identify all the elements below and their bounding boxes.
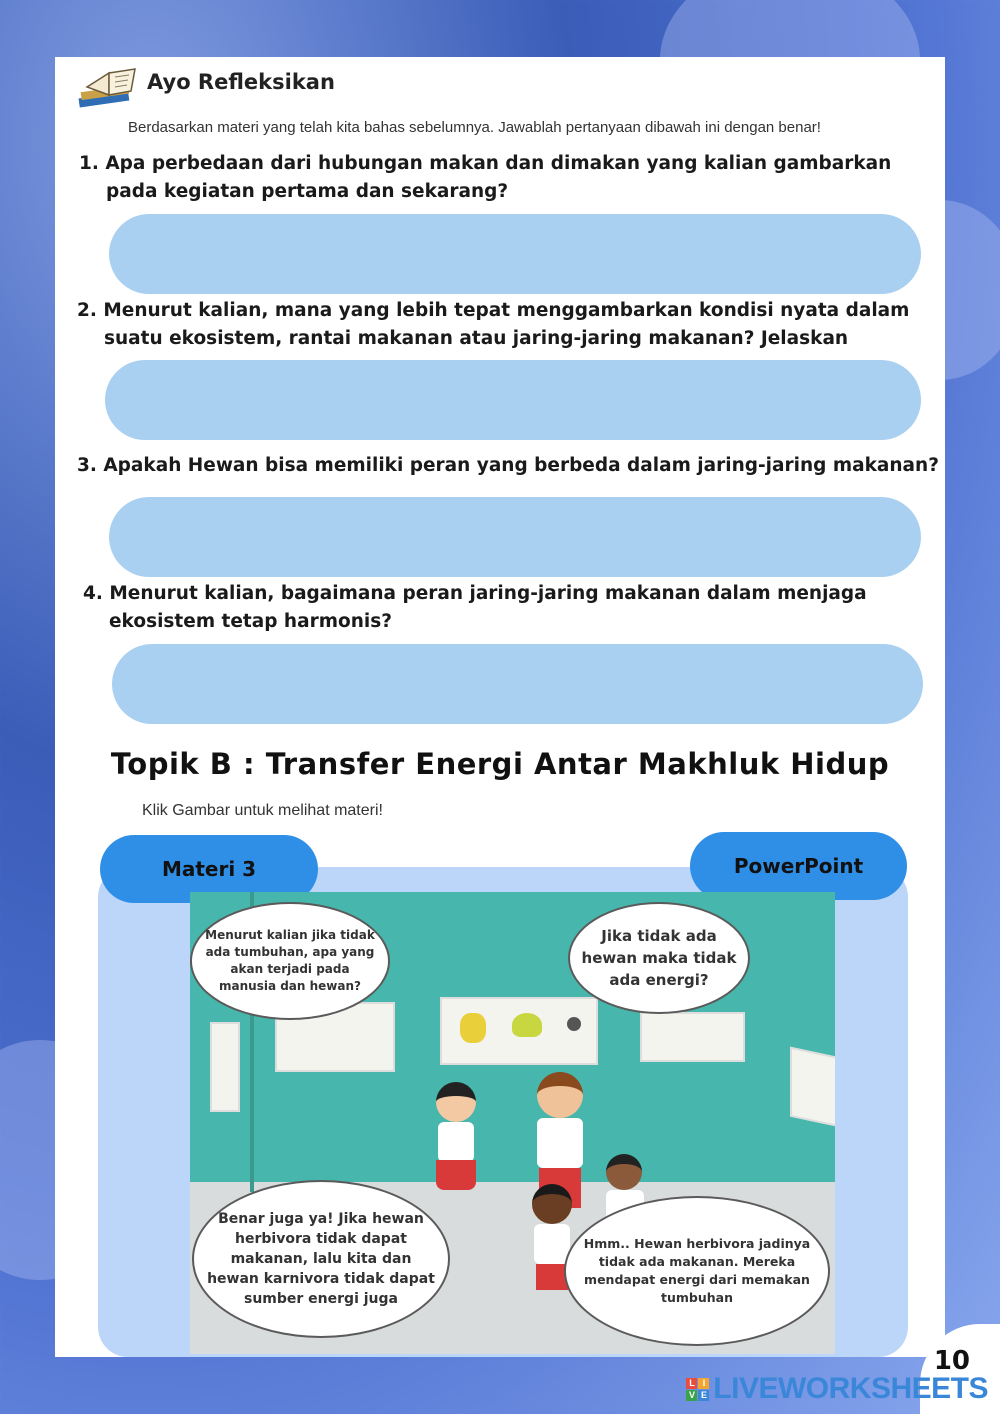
question-4 <box>83 580 867 636</box>
question-text: Apakah Hewan bisa memiliki peran yang berbeda dalam jaring-jaring makanan? <box>103 455 939 476</box>
question-number: 3. <box>77 455 97 476</box>
question-text: Apa perbedaan dari hubungan makan dan dimakan yang kalian gambarkan <box>105 153 892 174</box>
flower-icon <box>460 1013 486 1043</box>
worksheet-page <box>55 57 945 1357</box>
question-text: Menurut kalian, mana yang lebih tepat menggambarkan kondisi nyata dalam <box>103 300 910 321</box>
poster <box>440 997 598 1065</box>
lesson-illustration[interactable] <box>190 892 835 1354</box>
answer-field-4[interactable] <box>112 644 923 724</box>
question-number: 4. <box>83 583 103 604</box>
poster <box>790 1047 835 1128</box>
question-number: 2. <box>77 300 97 321</box>
answer-field-2[interactable] <box>105 360 921 440</box>
answer-field-3[interactable] <box>109 497 921 577</box>
section-header <box>77 65 335 113</box>
child-girl-left <box>426 1082 486 1212</box>
speech-bubble-2: Jika tidak ada hewan maka tidak ada energi? <box>568 902 750 1014</box>
powerpoint-button[interactable]: PowerPoint <box>690 832 907 900</box>
section-title: Ayo Refleksikan <box>147 70 335 94</box>
page-number-text: 10 <box>933 1346 970 1376</box>
poster <box>210 1022 240 1112</box>
question-text-line2: pada kegiatan pertama dan sekarang? <box>106 181 509 202</box>
butterfly-icon <box>512 1013 542 1037</box>
instruction-text: Berdasarkan materi yang telah kita bahas sebelumnya. Jawablah pertanyaan dibawah ini dengan benar! <box>128 119 821 136</box>
watermark-text: LIVEWORKSHEETS <box>713 1372 988 1405</box>
question-text-line2: suatu ekosistem, rantai makanan atau jaring-jaring makanan? Jelaskan <box>104 328 849 349</box>
question-2 <box>77 297 909 353</box>
answer-field-1[interactable] <box>109 214 921 294</box>
speech-bubble-1: Menurut kalian jika tidak ada tumbuhan, apa yang akan terjadi pada manusia dan hewan? <box>190 902 390 1020</box>
topic-title: Topik B : Transfer Energi Antar Makhluk Hidup <box>110 747 890 781</box>
question-text: Menurut kalian, bagaimana peran jaring-jaring makanan dalam menjaga <box>109 583 867 604</box>
click-hint-text: Klik Gambar untuk melihat materi! <box>142 802 383 819</box>
spider-icon <box>567 1017 581 1031</box>
speech-bubble-3: Benar juga ya! Jika hewan herbivora tidak dapat makanan, lalu kita dan hewan karnivora tidak dapat sumber energi juga <box>192 1180 450 1338</box>
poster <box>640 1012 745 1062</box>
liveworksheets-logo-icon: L I V E <box>686 1378 709 1401</box>
question-text-line2: ekosistem tetap harmonis? <box>109 611 392 632</box>
question-number: 1. <box>79 153 99 174</box>
question-1 <box>79 150 891 206</box>
liveworksheets-watermark <box>686 1372 988 1406</box>
book-icon <box>77 65 141 113</box>
speech-bubble-4: Hmm.. Hewan herbivora jadinya tidak ada makanan. Mereka mendapat energi dari memakan tumbuhan <box>564 1196 830 1346</box>
question-3 <box>77 452 939 480</box>
materi-3-button[interactable]: Materi 3 <box>100 835 318 903</box>
